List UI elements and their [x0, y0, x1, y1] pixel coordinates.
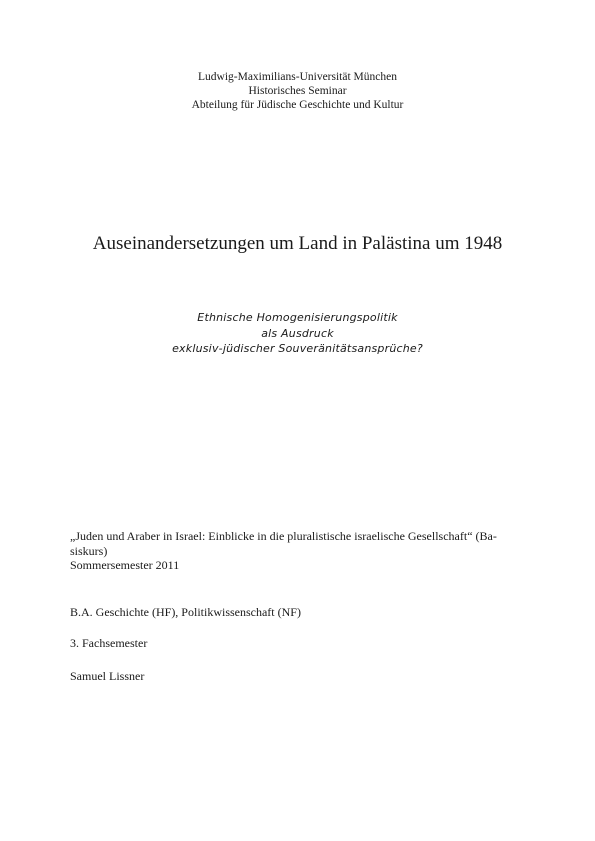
seminar-name: Historisches Seminar [248, 85, 347, 97]
author-name: Samuel Lissner [70, 669, 145, 683]
subtitle-line-1: Ethnische Homogenisierungspolitik [197, 311, 398, 324]
department-name: Abteilung für Jüdische Geschichte und Kultur [191, 99, 404, 111]
page-title: Auseinandersetzungen um Land in Palästina um 1948 [92, 233, 503, 254]
course-name-line-2: siskurs) [70, 543, 108, 558]
course-term: Sommersemester 2011 [70, 558, 180, 572]
subtitle [0, 310, 595, 357]
institution-header [0, 70, 595, 112]
course-info [70, 529, 530, 573]
degree-program: B.A. Geschichte (HF), Politikwissenschaft (NF) [70, 605, 301, 619]
semester-number: 3. Fachsemester [70, 636, 148, 650]
subtitle-line-2: als Ausdruck [261, 326, 334, 340]
university-name: Ludwig-Maximilians-Universität München [198, 71, 397, 83]
subtitle-line-3: exklusiv-jüdischer Souveränitätsansprüche? [172, 342, 423, 355]
course-name-line-1: „Juden und Araber in Israel: Einblicke in die pluralistische israelische Gesellschaft“ (Ba- [70, 529, 497, 543]
